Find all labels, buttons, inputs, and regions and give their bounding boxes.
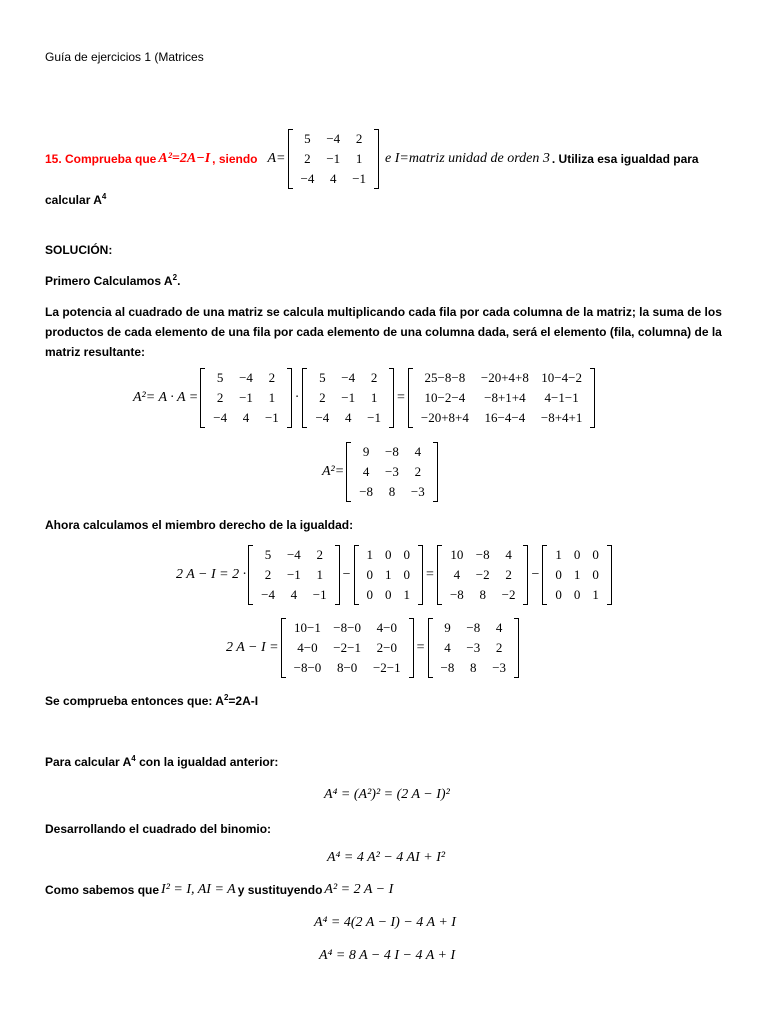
matrix-cell: −1 xyxy=(286,567,301,582)
matrix-cell: 10−2−4 xyxy=(424,390,466,405)
matrix-cell: −4 xyxy=(239,370,253,385)
eq4-matrix-1 xyxy=(281,618,414,678)
eq3-lhs: 2 A − I = 2 · xyxy=(176,567,247,582)
matrix-cell: 10 xyxy=(450,547,464,562)
eq1-matrix-2 xyxy=(302,368,394,428)
matrix-cell: 0 xyxy=(403,567,411,582)
matrix-cell: −1 xyxy=(326,151,341,166)
solution-title: SOLUCIÓN: xyxy=(45,243,113,257)
matrix-cell: 4−0 xyxy=(376,620,397,635)
matrix-cell: 5 xyxy=(304,131,311,146)
matrix-cell: −8 xyxy=(385,444,399,459)
equation-2a-minus-i: 2 A − I = 2 · 5 −4 2 2 −1 1 −4 4 −1 − 1 0 0 0 1 0 0 0 1 = 10 −8 4 4 −2 2 −8 8 −2 − 1 0 0 0 1 0 0 0 1 xyxy=(176,545,612,605)
matrix-cell: −1 xyxy=(239,390,253,405)
eq3-matrix-i xyxy=(354,545,424,605)
matrix-cell: −8 xyxy=(440,660,455,675)
matrix-a-label: A= xyxy=(267,151,286,166)
matrix-cell: 1 xyxy=(370,390,378,405)
eq3-matrix-2a xyxy=(437,545,529,605)
matrix-cell: 5 xyxy=(216,370,224,385)
matrix-cell: 2 xyxy=(216,390,224,405)
matrix-cell: −4 xyxy=(341,370,356,385)
matrix-cell: 0 xyxy=(403,547,411,562)
matrix-cell: 4 xyxy=(362,464,370,479)
matrix-cell: −8+4+1 xyxy=(540,410,583,425)
matrix-cell: 10−4−2 xyxy=(541,370,582,385)
matrix-cell: −3 xyxy=(492,660,507,675)
eq4-matrix-2 xyxy=(428,618,520,678)
matrix-cell: 5 xyxy=(319,370,326,385)
matrix-cell: −8−0 xyxy=(333,620,361,635)
matrix-cell: −8 xyxy=(475,547,490,562)
matrix-cell: 2 xyxy=(304,151,311,166)
matrix-cell: −1 xyxy=(341,390,356,405)
problem-statement xyxy=(45,128,699,190)
matrix-cell: −4 xyxy=(315,410,330,425)
matrix-cell: −4 xyxy=(261,587,275,602)
matrix-a xyxy=(288,129,380,189)
matrix-cell: 0 xyxy=(592,567,599,582)
equation-a-squared-product: A²= A · A = 5 −4 2 2 −1 1 −4 4 −1 · 5 −4 2 2 −1 1 −4 4 −1 = 25−8−8 −20+4+8 10−4−2 10−2−4 −8+1+4 4−1−1 −20+8+4 16−4−4 −8+4+1 xyxy=(133,368,595,428)
matrix-cell: −2 xyxy=(475,567,490,582)
equation-a4-expanded: A⁴ = 4 A² − 4 AI + I² xyxy=(327,850,446,865)
matrix-cell: 16−4−4 xyxy=(484,410,526,425)
matrix-cell: 0 xyxy=(385,587,392,602)
matrix-cell: −3 xyxy=(385,464,399,479)
first-calc-text: Primero Calculamos $A^2$. xyxy=(45,273,181,288)
matrix-cell: 4 xyxy=(344,410,352,425)
matrix-cell: −1 xyxy=(264,410,279,425)
matrix-cell: 2 xyxy=(319,390,326,405)
document-header: Guía de ejercicios 1 (Matrices xyxy=(45,50,204,64)
verified-text: Se comprueba entonces que: $A^2=2A-I$ xyxy=(45,693,259,708)
matrix-cell: −8 xyxy=(466,620,481,635)
matrix-cell: 1 xyxy=(592,587,599,602)
problem-line-2: calcular $A^4$ xyxy=(45,192,107,207)
matrix-cell: 1 xyxy=(573,567,581,582)
matrix-cell: 0 xyxy=(366,587,374,602)
matrix-cell: 2 xyxy=(268,370,276,385)
matrix-cell: −8 xyxy=(449,587,464,602)
matrix-cell: 2−0 xyxy=(376,640,397,655)
equation-a4-simplified: A⁴ = 8 A − 4 I − 4 A + I xyxy=(319,948,456,963)
matrix-cell: −2−1 xyxy=(333,640,361,655)
eq4-lhs: 2 A − I = xyxy=(226,640,279,655)
eq1-matrix-1 xyxy=(200,368,292,428)
matrix-cell: 1 xyxy=(355,151,363,166)
matrix-cell: 1 xyxy=(403,587,411,602)
substitution-equation: A² = 2 A − I xyxy=(324,882,394,897)
problem-equation: A²=2A−I xyxy=(158,151,211,166)
matrix-cell: −3 xyxy=(410,484,425,499)
equation-a4-substituted: A⁴ = 4(2 A − I) − 4 A + I xyxy=(314,915,456,930)
matrix-cell: 2 xyxy=(505,567,512,582)
matrix-cell: 1 xyxy=(555,547,562,562)
eq1-matrix-result xyxy=(408,368,596,428)
equation-a-squared-result xyxy=(322,442,438,502)
matrix-cell: −1 xyxy=(352,171,367,186)
matrix-cell: 2 xyxy=(370,370,378,385)
binomio-text: Desarrollando el cuadrado del binomio: xyxy=(45,822,272,836)
matrix-cell: −4 xyxy=(213,410,228,425)
matrix-cell: 4 xyxy=(330,171,337,186)
matrix-cell: 9 xyxy=(362,444,370,459)
matrix-cell: 4 xyxy=(242,410,250,425)
como-sabemos-line: Como sabemos que I² = I, AI = A y sustituyendo A² = 2 A − I xyxy=(45,882,394,897)
matrix-cell: 0 xyxy=(592,547,599,562)
problem-instruction: . Utiliza esa igualdad para xyxy=(551,152,699,166)
matrix-cell: 2 xyxy=(495,640,503,655)
matrix-cell: 4 xyxy=(290,587,298,602)
matrix-cell: 1 xyxy=(268,390,276,405)
identity-properties: I² = I, AI = A xyxy=(161,882,236,897)
matrix-cell: 1 xyxy=(316,567,323,582)
matrix-cell: −8+1+4 xyxy=(484,390,526,405)
matrix-cell: −8 xyxy=(359,484,374,499)
matrix-cell: −4 xyxy=(300,171,315,186)
matrix-cell: 4 xyxy=(414,444,422,459)
matrix-cell: 1 xyxy=(385,567,392,582)
matrix-cell: 9 xyxy=(444,620,451,635)
matrix-cell: 4 xyxy=(453,567,461,582)
matrix-cell: −4 xyxy=(286,547,301,562)
matrix-cell: 10−1 xyxy=(294,620,321,635)
matrix-cell: 1 xyxy=(366,547,374,562)
explanation-paragraph: La potencia al cuadrado de una matriz se calcula multiplicando cada fila por cada columna de la matriz; la suma de los productos de cada elemento de una fila por cada elemento de una columna dada, será el elemento (fila, columna) de la matriz resultante: xyxy=(45,305,722,359)
matrix-cell: 4 xyxy=(495,620,503,635)
matrix-cell: −20+4+8 xyxy=(480,370,529,385)
eq2-matrix xyxy=(346,442,438,502)
matrix-cell: 4 xyxy=(505,547,512,562)
matrix-cell: −20+8+4 xyxy=(420,410,469,425)
eq3-matrix-a xyxy=(248,545,340,605)
matrix-cell: 0 xyxy=(555,587,562,602)
matrix-cell: 0 xyxy=(573,587,581,602)
eq1-lhs: A²= A · A = xyxy=(133,390,199,405)
matrix-cell: 0 xyxy=(385,547,392,562)
equation-2a-minus-i-result: 2 A − I = 10−1 −8−0 4−0 4−0 −2−1 2−0 −8−0 8−0 −2−1 = 9 −8 4 4 −3 2 −8 8 −3 xyxy=(226,618,519,678)
problem-number: 15. Comprueba que xyxy=(45,152,157,166)
matrix-cell: 8−0 xyxy=(336,660,358,675)
matrix-cell: −8−0 xyxy=(293,660,322,675)
matrix-cell: −2 xyxy=(501,587,516,602)
matrix-cell: 8 xyxy=(479,587,486,602)
matrix-cell: 2 xyxy=(316,547,323,562)
matrix-cell: 4−0 xyxy=(297,640,318,655)
matrix-cell: −1 xyxy=(367,410,381,425)
equation-a4-binomial: A⁴ = (A²)² = (2 A − I)² xyxy=(324,787,450,802)
matrix-cell: 2 xyxy=(355,131,363,146)
matrix-cell: 4−1−1 xyxy=(544,390,579,405)
matrix-cell: −1 xyxy=(312,587,327,602)
matrix-cell: 25−8−8 xyxy=(424,370,466,385)
problem-siendo: , siendo xyxy=(212,152,258,166)
right-member-text: Ahora calculamos el miembro derecho de la igualdad: xyxy=(45,518,354,532)
matrix-cell: −4 xyxy=(326,131,341,146)
matrix-cell: 2 xyxy=(414,464,422,479)
matrix-cell: 8 xyxy=(470,660,477,675)
matrix-cell: 8 xyxy=(388,484,396,499)
matrix-cell: 5 xyxy=(264,547,272,562)
calc-a4-text: Para calcular $A^4$ con la igualdad anterior: xyxy=(45,754,279,769)
matrix-cell: −3 xyxy=(466,640,481,655)
identity-definition: e I=matriz unidad de orden 3 xyxy=(385,151,550,166)
matrix-cell: 0 xyxy=(573,547,581,562)
matrix-cell: 2 xyxy=(264,567,272,582)
eq2-lhs: A²= xyxy=(322,464,345,479)
matrix-cell: 4 xyxy=(444,640,451,655)
matrix-cell: −2−1 xyxy=(372,660,401,675)
matrix-cell: 0 xyxy=(555,567,562,582)
matrix-cell: 0 xyxy=(366,567,374,582)
eq3-matrix-i-2 xyxy=(542,545,612,605)
